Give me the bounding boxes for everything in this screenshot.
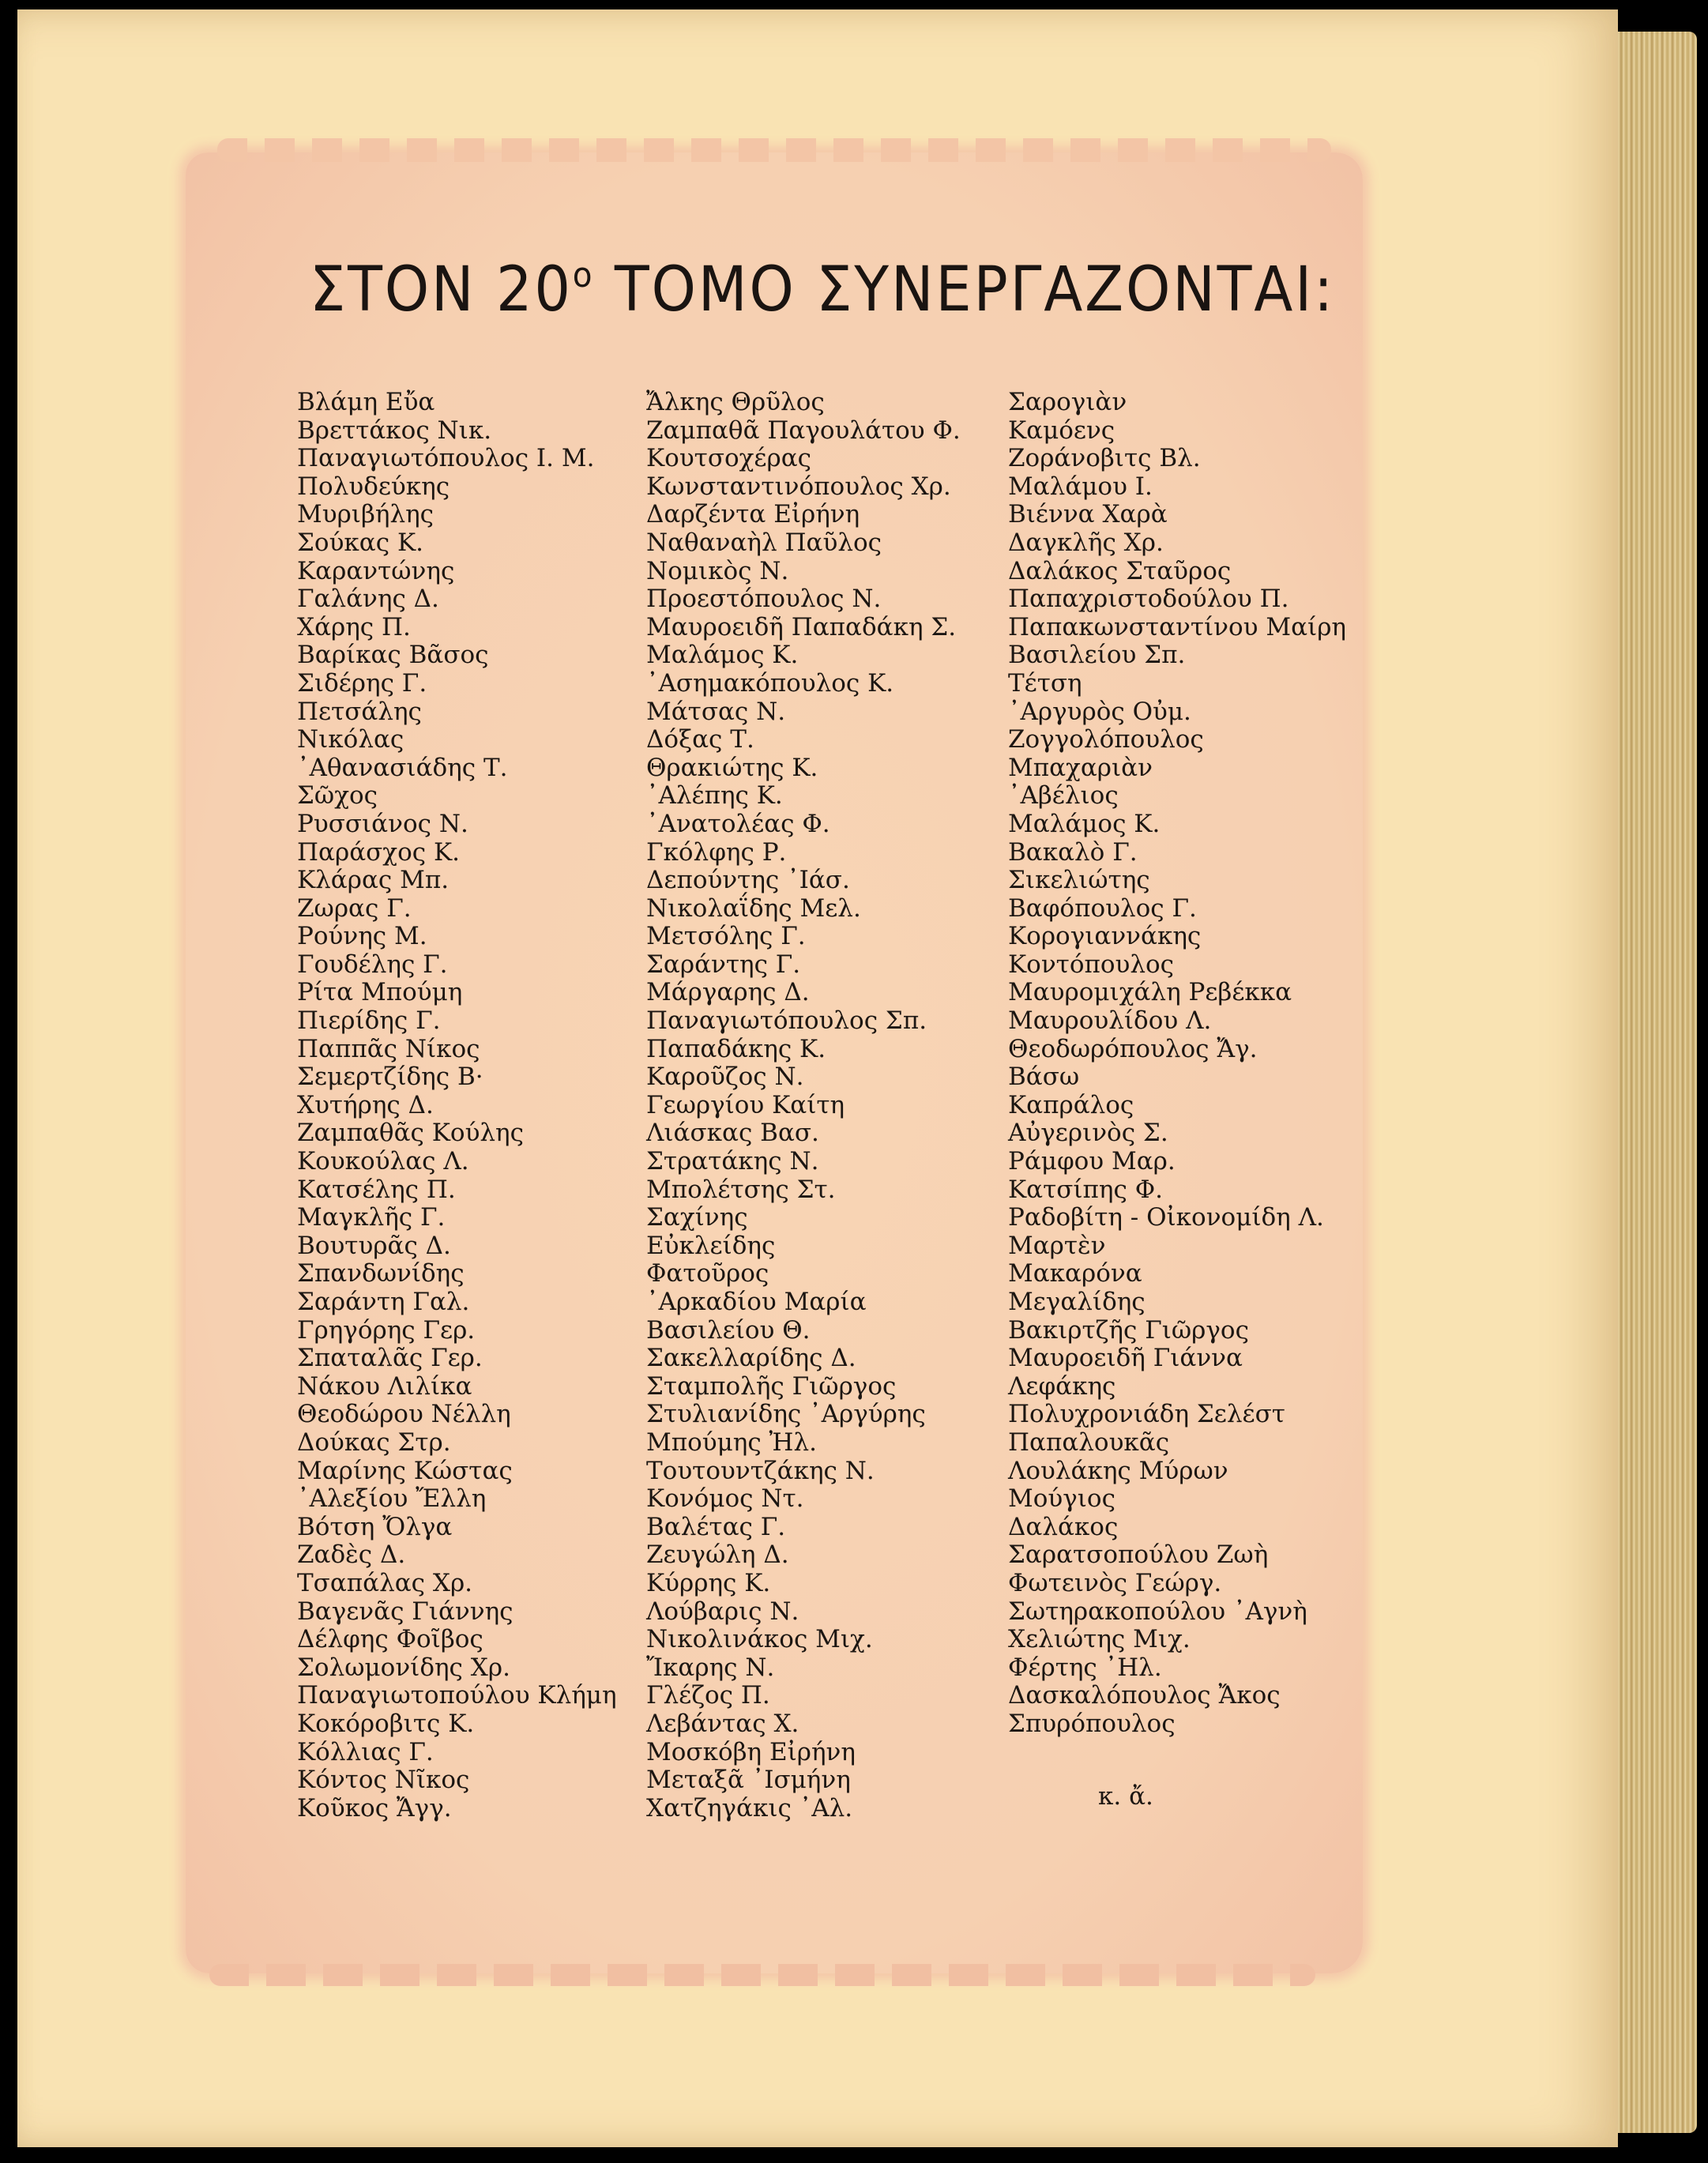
contributor-name: Δούκας Στρ. [297, 1428, 451, 1457]
contributor-name: Ράμφου Μαρ. [1008, 1147, 1176, 1176]
contributor-name: Μάργαρης Δ. [646, 978, 810, 1007]
contributor-name: Κλάρας Μπ. [297, 866, 450, 895]
contributor-name: ᾿Αθανασιάδης Τ. [297, 753, 508, 782]
contributor-name: Δαρζέντα Εἰρήνη [646, 500, 860, 529]
contributor-name: Βλάμη Εὔα [297, 388, 435, 416]
contributor-name: Βασιλείου Θ. [646, 1315, 811, 1345]
contributor-name: Θεοδώρου Νέλλη [297, 1400, 511, 1429]
contributor-name: Δόξας Τ. [646, 725, 754, 754]
contributor-name: Δαλάκος Σταῦρος [1008, 556, 1232, 585]
title-rest: ΤΟΜΟ ΣΥΝΕΡΓΑΖΟΝΤΑΙ: [594, 254, 1335, 325]
contributor-name: Ρούνης Μ. [297, 922, 427, 951]
contributor-name: Πετσάλης [297, 697, 422, 726]
contributor-name: Γρηγόρης Γερ. [297, 1315, 476, 1345]
contributor-name: Βουτυρᾶς Δ. [297, 1231, 451, 1260]
contributor-name: Βαφόπουλος Γ. [1008, 893, 1197, 923]
contributor-name: Ζογγολόπουλος [1008, 725, 1204, 754]
contributor-name: Φατοῦρος [646, 1259, 769, 1288]
contributor-name: Νικόλας [297, 725, 404, 754]
contributor-name: Θεοδωρόπουλος Ἄγ. [1008, 1034, 1258, 1063]
contributor-name: Κουτσοχέρας [646, 444, 812, 473]
contributor-name: Μούγιος [1008, 1484, 1115, 1514]
contributor-name: Αὐγερινὸς Σ. [1008, 1119, 1168, 1148]
contributor-name: Κοντόπουλος [1008, 950, 1175, 979]
contributor-name: Ζοράνοβιτς Βλ. [1008, 444, 1201, 473]
contributor-name: Λούβαρις Ν. [646, 1597, 799, 1626]
contributor-name: ᾿Αλέπης Κ. [646, 781, 783, 811]
contributor-name: Μαλάμος Κ. [646, 641, 799, 670]
contributors-column-3 [1008, 389, 1346, 1739]
contributor-name: Νομικὸς Ν. [646, 556, 789, 585]
contributor-name: Φωτεινὸς Γεώργ. [1008, 1568, 1222, 1597]
contributor-name: Ρυσσιάνος Ν. [297, 809, 468, 838]
contributor-name: Βρεττάκος Νικ. [297, 416, 492, 445]
contributor-name: Μαγκλῆς Γ. [297, 1203, 446, 1232]
contributor-name: Κόντος Νῖκος [297, 1766, 470, 1795]
contributor-name: Βακιρτζῆς Γιῶργος [1008, 1315, 1249, 1345]
contributor-name: Γαλάνης Δ. [297, 585, 439, 614]
contributor-name: Σωτηρακοπούλου ᾿Αγνὴ [1008, 1597, 1307, 1626]
contributor-name: Μπαχαριὰν [1008, 753, 1153, 782]
contributor-name: Νικολαΐδης Μελ. [646, 893, 861, 923]
contributor-name: Ζευγώλη Δ. [646, 1540, 789, 1570]
contributor-name: Μαυροειδῆ Παπαδάκη Σ. [646, 612, 957, 641]
contributor-name: Βαρίκας Βᾶσος [297, 641, 489, 670]
contributors-column-1 [297, 389, 617, 1823]
contributor-name: Τουτουντζάκης Ν. [646, 1456, 875, 1485]
contributor-name: Γκόλφης Ρ. [646, 837, 787, 867]
contributor-name: Κωνσταντινόπουλος Χρ. [646, 472, 951, 501]
contributor-name: Σαρατσοπούλου Ζωὴ [1008, 1540, 1269, 1570]
contributor-name: Σαράντη Γαλ. [297, 1288, 470, 1316]
contributor-name: Ζαδὲς Δ. [297, 1540, 406, 1570]
contributor-name: Σακελλαρίδης Δ. [646, 1344, 856, 1373]
contributor-name: Φέρτης ᾿Ηλ. [1008, 1653, 1162, 1682]
contributor-name: Βότση Ὄλγα [297, 1512, 453, 1541]
contributor-name: Κονόμος Ντ. [646, 1484, 804, 1514]
contributor-name: Δαλάκος [1008, 1512, 1119, 1541]
contributor-name: Κατσέλης Π. [297, 1175, 456, 1204]
contributor-name: Σιδέρης Γ. [297, 668, 427, 698]
contributor-name: Παναγιωτόπουλος Σπ. [646, 1006, 927, 1036]
contributor-name: Ρίτα Μπούμη [297, 978, 463, 1007]
contributor-name: Σπανδωνίδης [297, 1259, 465, 1288]
contributor-name: Παπαλουκᾶς [1008, 1428, 1170, 1457]
contributor-name: Γεωργίου Καίτη [646, 1090, 845, 1119]
contributor-name: Λεβάντας Χ. [646, 1709, 799, 1738]
contributor-name: Κοκόροβιτς Κ. [297, 1709, 475, 1738]
contributor-name: Γλέζος Π. [646, 1681, 770, 1710]
contributor-name: Γουδέλης Γ. [297, 950, 448, 979]
contributor-name: Προεστόπουλος Ν. [646, 585, 882, 614]
contributor-name: Μαλάμου Ι. [1008, 472, 1153, 501]
contributor-name: Ζαμπαθᾶ Παγουλάτου Φ. [646, 416, 961, 445]
contributor-name: Χατζηγάκις ᾿Αλ. [646, 1793, 853, 1823]
contributor-name: Παναγιωτόπουλος Ι. Μ. [297, 444, 595, 473]
contributor-name: Λουλάκης Μύρων [1008, 1456, 1228, 1485]
contributor-name: Χελιώτης Μιχ. [1008, 1625, 1191, 1654]
contributor-name: Τέτση [1008, 668, 1082, 698]
contributor-name: Ἴκαρης Ν. [646, 1653, 775, 1682]
contributor-name: ᾿Αργυρὸς Οὐμ. [1008, 697, 1191, 726]
contributor-name: Μαυρομιχάλη Ρεβέκκα [1008, 978, 1292, 1007]
contributor-name: Σικελιώτης [1008, 866, 1150, 895]
contributor-name: Μυριβήλης [297, 500, 435, 529]
contributor-name: Μπούμης Ἠλ. [646, 1428, 818, 1457]
contributor-name: Πολυδεύκης [297, 472, 450, 501]
contributor-name: Ἄλκης Θρῦλος [646, 388, 825, 416]
contributor-name: Ζωρας Γ. [297, 893, 412, 923]
contributor-name: Σεμερτζίδης Β· [297, 1063, 483, 1092]
contributor-name: Δαγκλῆς Χρ. [1008, 528, 1164, 557]
contributor-name: Σολωμονίδης Χρ. [297, 1653, 510, 1682]
contributor-name: Εὐκλείδης [646, 1231, 776, 1260]
contributor-name: Βακαλὸ Γ. [1008, 837, 1138, 867]
contributor-name: Μοσκόβη Εἰρήνη [646, 1737, 856, 1766]
contributor-name: Σπυρόπουλος [1008, 1709, 1176, 1738]
contributor-name: Παπαχριστοδούλου Π. [1008, 585, 1289, 614]
title-main: ΣΤΟΝ 20 [310, 254, 573, 325]
contributor-name: Στρατάκης Ν. [646, 1147, 819, 1176]
contributor-name: Πολυχρονιάδη Σελέστ [1008, 1400, 1285, 1429]
contributor-name: Παναγιωτοπούλου Κλήμη [297, 1681, 617, 1710]
contributor-name: ᾿Ασημακόπουλος Κ. [646, 668, 894, 698]
contributor-name: Ραδοβίτη - Οἰκονομίδη Λ. [1008, 1203, 1324, 1232]
contributor-name: Μεταξᾶ ᾿Ισμήνη [646, 1766, 851, 1795]
contributor-name: Καπράλος [1008, 1090, 1134, 1119]
contributor-name: Νικολινάκος Μιχ. [646, 1625, 873, 1654]
contributors-column-2 [646, 389, 961, 1823]
contributor-name: Παπακωνσταντίνου Μαίρη [1008, 612, 1347, 641]
contributor-name: Ζαμπαθᾶς Κούλης [297, 1119, 524, 1148]
contributor-name: Κατσίπης Φ. [1008, 1175, 1163, 1204]
contributor-name: Πιερίδης Γ. [297, 1006, 441, 1036]
contributor-name: Δασκαλόπουλος Ἄκος [1008, 1681, 1281, 1710]
contributor-name: Κόλλιας Γ. [297, 1737, 434, 1766]
contributor-name: Σπαταλᾶς Γερ. [297, 1344, 483, 1373]
contributor-name: Μαυρουλίδου Λ. [1008, 1006, 1212, 1036]
contributor-name: Δεπούντης ᾿Ιάσ. [646, 866, 850, 895]
contributor-name: Μάτσας Ν. [646, 697, 786, 726]
contributor-name: ᾿Αρκαδίου Μαρία [646, 1288, 867, 1316]
contributor-name: Μετσόλης Γ. [646, 922, 806, 951]
contributor-name: ᾿Ανατολέας Φ. [646, 809, 830, 838]
contributor-name: Κουκούλας Λ. [297, 1147, 469, 1176]
contributor-name: Μεγαλίδης [1008, 1288, 1146, 1316]
contributor-name: Βιέννα Χαρὰ [1008, 500, 1168, 529]
contributor-name: Θρακιώτης Κ. [646, 753, 818, 782]
contributor-name: Σαράντης Γ. [646, 950, 801, 979]
page-title [310, 254, 1335, 325]
contributor-name: Μακαρόνα [1008, 1259, 1142, 1288]
contributor-name: Παππᾶς Νίκος [297, 1034, 480, 1063]
contributor-name: Νάκου Λιλίκα [297, 1371, 472, 1401]
contributor-name: Παράσχος Κ. [297, 837, 460, 867]
contributor-name: Βασιλείου Σπ. [1008, 641, 1186, 670]
contributor-name: Καροῦζος Ν. [646, 1063, 804, 1092]
et-al-note: κ. ἄ. [1098, 1782, 1153, 1811]
contributor-name: Χάρης Π. [297, 612, 411, 641]
contributor-name: Βαλέτας Γ. [646, 1512, 786, 1541]
contributor-name: Κύρρης Κ. [646, 1568, 771, 1597]
contributor-name: Στυλιανίδης ᾿Αργύρης [646, 1400, 926, 1429]
contributor-name: Μαυροειδῆ Γιάννα [1008, 1344, 1243, 1373]
contributor-name: Καραντώνης [297, 556, 455, 585]
contributor-name: Σούκας Κ. [297, 528, 423, 557]
contributor-name: Βαγενᾶς Γιάννης [297, 1597, 514, 1626]
contributor-name: Σαχίνης [646, 1203, 748, 1232]
contributor-name: Κοῦκος Ἄγγ. [297, 1793, 452, 1823]
contributor-name: Μαρίνης Κώστας [297, 1456, 513, 1485]
contributor-name: Σῶχος [297, 781, 378, 811]
contributor-name: Χυτήρης Δ. [297, 1090, 434, 1119]
contributor-name: Δέλφης Φοῖβος [297, 1625, 483, 1654]
contributor-name: Μαλάμος Κ. [1008, 809, 1161, 838]
contributor-name: Λεφάκης [1008, 1371, 1116, 1401]
contributor-name: ᾿Αλεξίου Ἔλλη [297, 1484, 487, 1514]
title-superscript: ο [572, 255, 595, 295]
contributor-name: Παπαδάκης Κ. [646, 1034, 826, 1063]
contributor-name: Ναθαναὴλ Παῦλος [646, 528, 882, 557]
contributor-name: Λιάσκας Βασ. [646, 1119, 819, 1148]
contributor-name: Μαρτὲν [1008, 1231, 1106, 1260]
contributor-name: Κορογιαννάκης [1008, 922, 1202, 951]
contributor-name: Βάσω [1008, 1063, 1080, 1092]
contributor-name: Σταμπολῆς Γιῶργος [646, 1371, 897, 1401]
contributor-name: Σαρογιὰν [1008, 388, 1127, 416]
contributor-name: ᾿Αβέλιος [1008, 781, 1119, 811]
contributor-name: Μπολέτσης Στ. [646, 1175, 836, 1204]
contributor-name: Καμόενς [1008, 416, 1115, 445]
contributor-name: Τσαπάλας Χρ. [297, 1568, 473, 1597]
